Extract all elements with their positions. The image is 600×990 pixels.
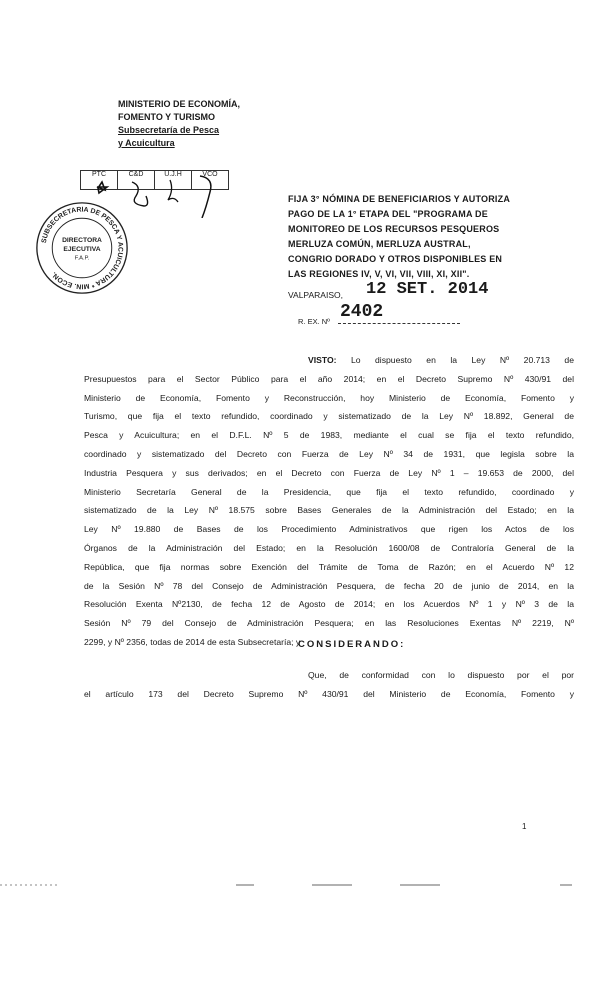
rex-label: R. EX. Nº — [298, 317, 330, 326]
visto-text-line: Presupuestos para el Sector Público para el año 2014; en el Decreto Supremo Nº 430/91 del — [84, 373, 574, 384]
resolution-title — [288, 192, 578, 282]
date-stamp: 12 SET. 2014 — [366, 280, 489, 299]
scan-footer-marks — [0, 880, 600, 890]
considerando-text-line: Que, de conformidad con lo dispuesto por el por — [308, 670, 574, 680]
considerando-text-line: el artículo 173 del Decreto Supremo Nº 430/91 del Ministerio de Economía, Fomento y — [84, 689, 574, 699]
ministry-name-line2: FOMENTO Y TURISMO — [118, 112, 216, 122]
visto-text-line: coordinado y sistematizado del Decreto con Fuerza de Ley Nº 34 de 1931, que legisla sobre la — [84, 448, 574, 459]
visto-text-line: Turismo, que fija el texto refundido, coordinado y sistematizado de la Ley Nº 18.892, General de — [84, 411, 574, 422]
visto-text-line: Resolución Exenta Nº2130, de fecha 12 de Agosto de 2014; en los Acuerdos Nº 1 y Nº 3 de la — [84, 599, 574, 610]
seal-center-line1: DIRECTORA — [62, 237, 102, 245]
title-line: PAGO DE LA 1° ETAPA DEL "PROGRAMA DE — [288, 209, 488, 219]
subsecretaria-line2: y Acuicultura — [118, 138, 175, 148]
visto-text-line: Órganos de la Administración del Estado; en la Resolución 1600/08 de Contraloría General de la — [84, 542, 574, 553]
title-line: FIJA 3° NÓMINA DE BENEFICIARIOS Y AUTORIZA — [288, 194, 511, 204]
official-seal-stamp — [34, 200, 130, 296]
rex-number: 2402 — [340, 302, 384, 322]
visto-first-line — [84, 351, 574, 370]
title-line: MONITOREO DE LOS RECURSOS PESQUEROS — [288, 224, 500, 234]
ministry-name-line1: MINISTERIO DE ECONOMÍA, — [118, 99, 241, 109]
visto-text-line: Ministerio de Economía, Fomento y Reconstrucción, hoy Ministerio de Economía, Fomento y — [84, 392, 574, 403]
visto-text-line: Ministerio Secretaría General de la Presidencia, que fija el texto refundido, coordinado y — [84, 486, 574, 497]
considerando-heading: CONSIDERANDO: — [298, 639, 406, 650]
visto-section — [84, 351, 574, 652]
visto-text-line: Ley Nº 19.880 de Bases de los Procedimiento Administrativos que rigen los Actos de los — [84, 524, 574, 535]
visto-text-line: República, que fija normas sobre Exención del Trámite de Toma de Razón; en el Acuerdo Nº 12 — [84, 561, 574, 572]
visto-text-line: de la Sesión Nº 78 del Consejo de Administración Pesquera, de fecha 20 de junio de 2014, en la — [84, 580, 574, 591]
visto-text-line: sistematizado de la Ley Nº 18.575 sobre Bases Generales de la Administración del Estado; en la — [84, 505, 574, 516]
title-line: LAS REGIONES IV, V, VI, VII, VIII, XI, XII". — [288, 269, 470, 279]
seal-ring-text: SUBSECRETARIA DE PESCA Y ACUICULTURA * MIN. ECON. — [40, 206, 124, 290]
visto-label: VISTO: — [308, 355, 337, 365]
place-label: VALPARAISO, — [288, 290, 343, 300]
visto-text-line: 2299, y Nº 2356, todas de 2014 de esta Subsecretaría; y — [84, 636, 301, 647]
visto-text-line: Industria Pesquera y sus derivados; en el Decreto con Fuerza de Ley Nº 1 – 19.653 de 2000, del — [84, 467, 574, 478]
visto-text-line: Lo dispuesto en la Ley Nº 20.713 de — [350, 355, 574, 365]
ministry-header — [118, 98, 240, 150]
visto-text-line: Sesión Nº 79 del Consejo de Administración Pesquera; en las Resoluciones Exentas Nº 2219, Nº — [84, 618, 574, 629]
subsecretaria-line1: Subsecretaría de Pesca — [118, 125, 220, 135]
initials-label: U.J.H — [164, 171, 182, 178]
page-number: 1 — [522, 822, 527, 831]
seal-center-line3: F.A.P. — [74, 255, 90, 262]
seal-center-line2: EJECUTIVA — [63, 245, 101, 253]
initials-label: PTC — [92, 171, 106, 178]
initials-label: C&D — [128, 171, 144, 178]
rex-number-underline — [338, 323, 460, 324]
visto-text-line: Pesca y Acuicultura; en el D.F.L. Nº 5 de 1983, mediante el cual se fija el texto refundido, — [84, 430, 574, 441]
title-line: MERLUZA COMÚN, MERLUZA AUSTRAL, — [288, 239, 471, 249]
initials-label: VCO — [202, 171, 218, 178]
title-line: CONGRIO DORADO Y OTROS DISPONIBLES EN — [288, 254, 503, 264]
considerando-section — [84, 666, 574, 704]
